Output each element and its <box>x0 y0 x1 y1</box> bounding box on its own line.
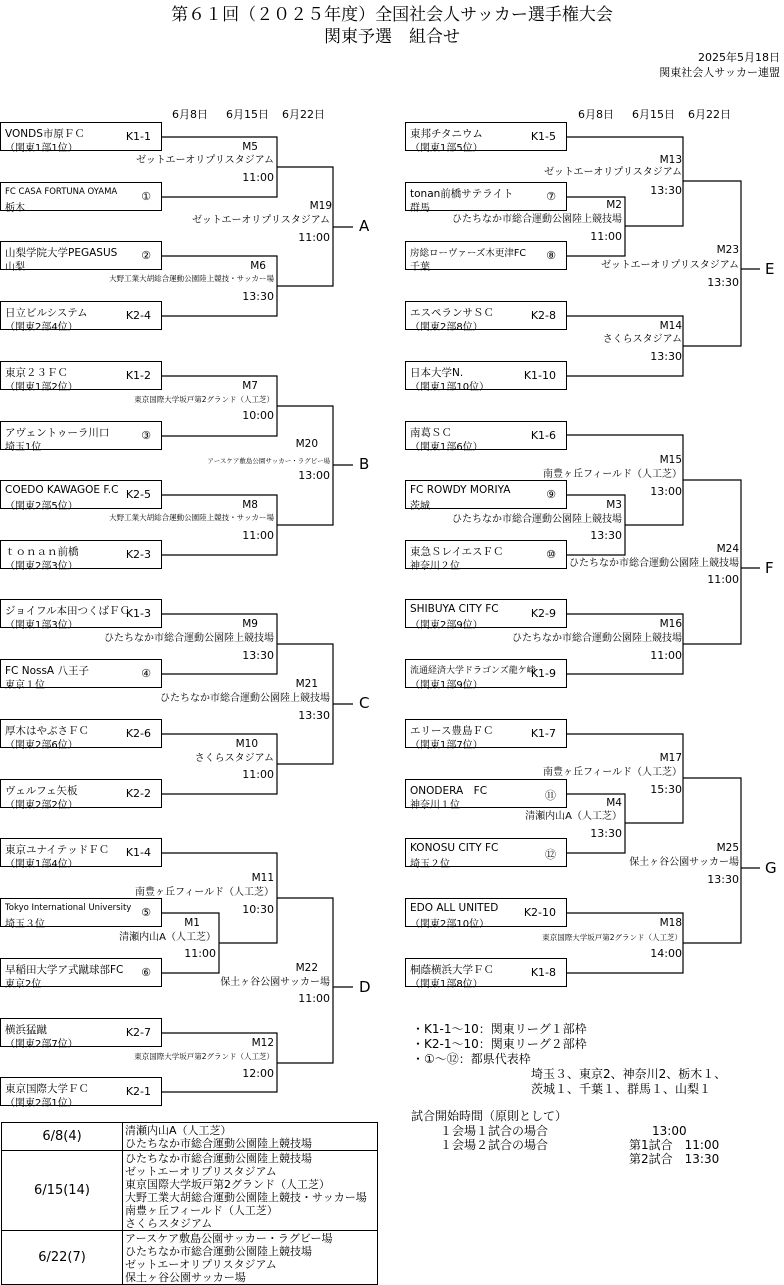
group-letter: E <box>765 260 775 278</box>
team-sub: 埼玉３位 <box>5 919 45 930</box>
team-box <box>0 122 162 154</box>
team-code: ⑤ <box>141 906 151 919</box>
match-id: M6 <box>250 260 266 272</box>
team-sub: （関東2部3位） <box>5 561 78 572</box>
venue-line: ひたちなか市総合運動公園陸上競技場 <box>125 1136 312 1150</box>
match-id: M12 <box>251 1037 274 1049</box>
team-box <box>0 898 162 930</box>
match-venue: さくらスタジアム <box>194 753 274 764</box>
match-venue: 東京国際大学坂戸第2グランド（人工芝） <box>134 395 274 404</box>
team-code: ④ <box>141 667 151 680</box>
match-id: M17 <box>659 752 682 764</box>
match-id: M5 <box>242 141 258 153</box>
team-sub: （関東1部4位） <box>5 859 78 870</box>
group-letter: C <box>359 694 370 712</box>
round-date-3-right: 6月22日 <box>688 108 731 121</box>
team-sub: 山梨 <box>5 262 25 273</box>
team-code: K2-5 <box>125 488 151 501</box>
match-time: 13:30 <box>590 827 622 840</box>
team-name: SHIBUYA CITY FC <box>410 603 499 615</box>
team-sub: 東京１位 <box>5 680 45 691</box>
venue-line: ゼットエーオリプリスタジアム <box>125 1164 277 1178</box>
match-id: M23 <box>716 244 739 256</box>
kickoff-title: 試合開始時間（原則として） <box>411 1109 568 1123</box>
match-time: 11:00 <box>707 573 739 586</box>
venue-line: 清瀬内山A（人工芝） <box>125 1123 232 1137</box>
match-time: 13:30 <box>590 529 622 542</box>
team-box <box>0 719 162 751</box>
team-box <box>405 599 567 631</box>
team-name: 東京２３ＦＣ <box>5 367 68 379</box>
team-name: 日立ビルシステム <box>5 307 88 319</box>
schedule-date: 6/15(14) <box>2 1151 123 1231</box>
match-time: 13:30 <box>650 184 682 197</box>
match-venue: ひたちなか市総合運動公園陸上競技場 <box>512 633 682 644</box>
team-code: K2-10 <box>523 906 556 919</box>
kickoff-single-label: １会場１試合の場合 <box>440 1124 549 1138</box>
team-sub: （関東2部6位） <box>5 740 78 751</box>
team-name: 日本大学N. <box>410 367 464 379</box>
team-box <box>405 301 567 333</box>
match-id: M11 <box>251 872 274 884</box>
match-id: M21 <box>295 678 318 690</box>
team-sub: （関東2部7位） <box>5 1039 78 1050</box>
team-sub: （関東1部7位） <box>410 740 483 751</box>
team-box <box>0 540 162 572</box>
match-venue: さくらスタジアム <box>602 334 682 345</box>
team-box <box>405 182 567 214</box>
match-id: M13 <box>659 154 682 166</box>
match-venue: 南豊ヶ丘フィールド（人工芝） <box>135 887 274 898</box>
team-box <box>0 421 162 453</box>
group-letter: D <box>359 978 371 996</box>
team-code: K2-1 <box>125 1085 151 1098</box>
team-code: K1-1 <box>125 130 151 143</box>
team-sub: （関東1部6位） <box>410 442 483 453</box>
match-time: 11:00 <box>242 768 274 781</box>
match-venue: ゼットエーオリプリスタジアム <box>544 167 682 178</box>
team-box <box>0 599 162 631</box>
team-code: K1-10 <box>523 369 556 382</box>
team-sub: 東京2位 <box>5 979 42 990</box>
team-code: K2-4 <box>125 309 151 322</box>
match-time: 15:30 <box>650 783 682 796</box>
team-name: 南葛ＳＣ <box>410 427 452 439</box>
round-date-3: 6月22日 <box>282 108 325 121</box>
team-sub: （関東2部2位） <box>5 800 78 811</box>
match-id: M4 <box>606 797 622 809</box>
match-id: M15 <box>659 454 682 466</box>
match-time: 10:30 <box>242 903 274 916</box>
team-code: K1-5 <box>530 130 556 143</box>
team-box <box>0 182 162 214</box>
team-code: K1-2 <box>125 369 151 382</box>
table-row <box>2 1123 378 1151</box>
match-time: 11:00 <box>650 649 682 662</box>
team-code: ⑦ <box>546 190 556 203</box>
match-venue: ひたちなか市総合運動公園陸上競技場 <box>452 514 622 525</box>
team-box <box>0 958 162 990</box>
venue-line: 南豊ヶ丘フィールド（人工芝） <box>125 1203 278 1217</box>
team-code: K2-9 <box>530 607 556 620</box>
team-name: 早稲田大学ア式蹴球部FC <box>5 964 124 976</box>
team-code: ③ <box>141 429 151 442</box>
team-box <box>405 480 567 512</box>
team-name: 流通経済大学ドラゴンズ龍ケ崎 <box>410 666 536 676</box>
group-letter: A <box>359 217 370 235</box>
note-k2: ・K2-1～10：関東リーグ２部枠 <box>412 1037 587 1051</box>
team-name: 房総ローヴァーズ木更津FC <box>410 248 527 259</box>
group-letter: G <box>765 859 777 877</box>
match-time: 11:00 <box>242 529 274 542</box>
team-code: K2-6 <box>125 727 151 740</box>
team-box <box>0 779 162 811</box>
team-name: VONDS市原ＦＣ <box>5 128 85 140</box>
round-date-2: 6月15日 <box>226 108 269 121</box>
team-name: ヴェルフェ矢板 <box>5 785 78 797</box>
note-pref: ・①～⑫：都県代表枠 <box>412 1052 531 1066</box>
team-name: エリース豊島ＦＣ <box>410 725 494 737</box>
team-name: 山梨学院大学PEGASUS <box>5 247 118 259</box>
team-name: 東急ＳレイエスＦＣ <box>410 546 504 558</box>
team-sub: （関東1部2位） <box>5 382 78 393</box>
match-id: M2 <box>606 199 622 211</box>
team-code: K1-3 <box>125 607 151 620</box>
match-id: M10 <box>235 738 258 750</box>
team-code: ⑥ <box>141 966 151 979</box>
schedule-venues <box>123 1123 378 1151</box>
team-name: ONODERA FC <box>410 785 488 797</box>
team-box <box>0 480 162 512</box>
schedule-venues <box>123 1231 378 1285</box>
match-venue: ゼットエーオリプリスタジアム <box>601 260 739 271</box>
organizer: 関東社会人サッカー連盟 <box>659 66 780 79</box>
match-time: 13:30 <box>707 873 739 886</box>
match-time: 13:00 <box>650 485 682 498</box>
team-name: 東京ユナイテッドＦＣ <box>5 844 110 856</box>
schedule-venues <box>123 1151 378 1231</box>
match-id: M19 <box>309 200 332 212</box>
team-code: ⑨ <box>546 488 556 501</box>
match-id: M8 <box>242 499 258 511</box>
match-time: 13:30 <box>298 709 330 722</box>
team-name: Tokyo International University <box>5 903 132 913</box>
team-box <box>0 301 162 333</box>
team-name: 厚木はやぶさＦＣ <box>5 725 89 737</box>
venue-schedule-table <box>1 1122 378 1285</box>
team-code: K2-8 <box>530 309 556 322</box>
match-venue: 大野工業大胡総合運動公園陸上競技・サッカー場 <box>109 274 274 283</box>
team-sub: （関東1部1位） <box>5 143 78 154</box>
team-code: K1-9 <box>530 667 556 680</box>
match-time: 11:00 <box>242 171 274 184</box>
table-row <box>2 1151 378 1231</box>
match-venue: ゼットエーオリプリスタジアム <box>136 155 274 166</box>
team-sub: （関東2部5位） <box>5 501 78 512</box>
match-id: M16 <box>659 618 682 630</box>
group-letter: B <box>359 455 370 473</box>
venue-line: 保土ヶ谷公園サッカー場 <box>125 1270 246 1284</box>
team-code: K2-3 <box>125 548 151 561</box>
team-code: ⑩ <box>546 548 556 561</box>
match-venue: アースケア敷島公園サッカー・ラグビー場 <box>207 457 330 465</box>
team-code: K1-7 <box>530 727 556 740</box>
team-box <box>405 241 567 273</box>
team-box <box>0 1018 162 1050</box>
match-venue: 大野工業大胡総合運動公園陸上競技・サッカー場 <box>109 513 274 522</box>
team-code: K1-4 <box>125 846 151 859</box>
team-sub: （関東1部8位） <box>410 979 483 990</box>
team-sub: 千葉 <box>410 262 430 273</box>
note-pref-list-1: 埼玉３、東京2、神奈川2、栃木１、 <box>531 1067 727 1081</box>
match-time: 13:30 <box>707 276 739 289</box>
round-date-1: 6月8日 <box>172 108 208 121</box>
team-name: FC NossA 八王子 <box>5 665 89 677</box>
team-box <box>405 421 567 453</box>
match-venue: ゼットエーオリプリスタジアム <box>192 215 330 226</box>
team-sub: （関東2部1位） <box>5 1098 78 1109</box>
team-box <box>405 719 567 751</box>
team-box <box>405 838 567 870</box>
page-subtitle: 関東予選 組合せ <box>324 27 460 47</box>
team-sub: （関東2部4位） <box>5 322 78 333</box>
match-time: 13:30 <box>242 649 274 662</box>
note-k1: ・K1-1～10：関東リーグ１部枠 <box>412 1022 587 1036</box>
match-time: 11:00 <box>590 230 622 243</box>
team-name: 横浜猛蹴 <box>5 1024 47 1036</box>
team-code: ② <box>141 249 151 262</box>
team-code: K1-6 <box>530 429 556 442</box>
team-sub: 神奈川１位 <box>410 800 460 811</box>
team-sub: 埼玉２位 <box>410 859 450 870</box>
team-name: tonan前橋サテライト <box>410 188 514 200</box>
match-time: 13:30 <box>242 290 274 303</box>
team-code: ⑫ <box>545 848 556 861</box>
match-id: M7 <box>242 380 258 392</box>
team-name: EDO ALL UNITED <box>410 902 499 914</box>
team-code: ① <box>141 190 151 203</box>
match-venue: ひたちなか市総合運動公園陸上競技場 <box>104 633 274 644</box>
match-time: 11:00 <box>298 992 330 1005</box>
match-venue: 清瀬内山A（人工芝） <box>119 932 216 943</box>
venue-line: ゼットエーオリプリスタジアム <box>125 1257 277 1271</box>
team-sub: 埼玉1位 <box>5 442 42 453</box>
team-name: エスペランサＳＣ <box>410 307 494 319</box>
group-letter: F <box>765 559 774 577</box>
team-box <box>0 1077 162 1109</box>
team-name: 東邦チタニウム <box>410 128 483 140</box>
table-row <box>2 1231 378 1285</box>
match-time: 14:00 <box>650 947 682 960</box>
match-time: 12:00 <box>242 1067 274 1080</box>
team-box <box>405 122 567 154</box>
team-name: ジョイフル本田つくばＦＣ <box>5 605 131 617</box>
venue-line: さくらスタジアム <box>125 1216 213 1230</box>
match-venue: ひたちなか市総合運動公園陸上競技場 <box>569 558 739 569</box>
team-code: K2-7 <box>125 1026 151 1039</box>
match-venue: 南豊ヶ丘フィールド（人工芝） <box>543 469 682 480</box>
team-sub: （関東2部8位） <box>410 322 483 333</box>
team-box <box>405 540 567 572</box>
match-venue: 保土ヶ谷公園サッカー場 <box>220 977 330 988</box>
match-venue: ひたちなか市総合運動公園陸上競技場 <box>160 693 330 704</box>
team-box <box>0 659 162 691</box>
venue-line: ひたちなか市総合運動公園陸上競技場 <box>125 1151 312 1165</box>
team-box <box>405 361 567 393</box>
kickoff-single-time: 13:00 <box>652 1124 687 1138</box>
team-box <box>405 958 567 990</box>
team-sub: 群馬 <box>410 203 430 214</box>
match-id: M25 <box>716 842 739 854</box>
match-id: M14 <box>659 320 682 332</box>
match-id: M3 <box>606 499 622 511</box>
team-sub: （関東2部9位） <box>410 620 483 631</box>
team-sub: 茨城 <box>410 501 430 512</box>
team-box <box>405 659 567 691</box>
match-id: M1 <box>184 917 200 929</box>
team-code: K1-8 <box>530 966 556 979</box>
note-pref-list-2: 茨城１、千葉１、群馬１、山梨１ <box>531 1082 712 1096</box>
team-name: 桐蔭横浜大学ＦＣ <box>410 964 494 976</box>
team-box <box>0 361 162 393</box>
kickoff-double-2: 第2試合 13:30 <box>629 1152 720 1166</box>
match-time: 11:00 <box>298 231 330 244</box>
team-code: K2-2 <box>125 787 151 800</box>
match-time: 13:00 <box>298 469 330 482</box>
team-sub: 栃木 <box>5 203 25 214</box>
team-name: アヴェントゥーラ川口 <box>5 427 110 439</box>
team-name: FC ROWDY MORIYA <box>410 484 511 496</box>
venue-line: ひたちなか市総合運動公園陸上競技場 <box>125 1244 312 1258</box>
match-id: M24 <box>716 543 739 555</box>
team-sub: （関東1部9位） <box>410 680 483 691</box>
match-id: M9 <box>242 618 258 630</box>
kickoff-double-1: 第1試合 11:00 <box>629 1138 720 1152</box>
venue-line: 大野工業大胡総合運動公園陸上競技・サッカー場 <box>125 1190 367 1204</box>
schedule-date: 6/22(7) <box>2 1231 123 1285</box>
match-venue: 東京国際大学坂戸第2グランド（人工芝） <box>134 1052 274 1061</box>
team-box <box>405 779 567 811</box>
match-venue: 保土ヶ谷公園サッカー場 <box>629 857 739 868</box>
team-sub: （関東1部10位） <box>410 382 490 393</box>
team-code: ⑧ <box>546 249 556 262</box>
match-id: M20 <box>295 438 318 450</box>
team-name: COEDO KAWAGOE F.C <box>5 484 119 496</box>
team-box <box>0 241 162 273</box>
match-venue: 東京国際大学坂戸第2グランド（人工芝） <box>542 933 682 942</box>
match-venue: ひたちなか市総合運動公園陸上競技場 <box>452 214 622 225</box>
team-box <box>405 898 567 930</box>
page-title: 第６１回（２０２５年度）全国社会人サッカー選手権大会 <box>171 5 613 25</box>
round-date-1-right: 6月8日 <box>578 108 614 121</box>
team-sub: （関東2部10位） <box>410 919 490 930</box>
venue-line: アースケア敷島公園サッカー・ラグビー場 <box>125 1231 333 1245</box>
team-box <box>0 838 162 870</box>
team-sub: 神奈川２位 <box>410 561 460 572</box>
team-sub: （関東1部5位） <box>410 143 483 154</box>
match-venue: 清瀬内山A（人工芝） <box>525 811 622 822</box>
match-time: 11:00 <box>184 947 216 960</box>
match-time: 13:30 <box>650 350 682 363</box>
kickoff-double-label: １会場２試合の場合 <box>440 1138 549 1152</box>
team-name: ｔｏｎａｎ前橋 <box>5 546 79 558</box>
team-name: KONOSU CITY FC <box>410 842 499 854</box>
issue-date: 2025年5月18日 <box>698 51 780 64</box>
round-date-2-right: 6月15日 <box>632 108 675 121</box>
match-time: 10:00 <box>242 409 274 422</box>
team-sub: （関東1部3位） <box>5 620 78 631</box>
venue-line: 東京国際大学坂戸第2グランド（人工芝） <box>125 1177 330 1191</box>
schedule-date: 6/8(4) <box>2 1123 123 1151</box>
match-venue: 南豊ヶ丘フィールド（人工芝） <box>543 767 682 778</box>
team-name: 東京国際大学ＦＣ <box>5 1083 89 1095</box>
match-id: M18 <box>659 917 682 929</box>
team-name: FC CASA FORTUNA OYAMA <box>5 187 118 197</box>
match-id: M22 <box>295 962 318 974</box>
team-code: ⑪ <box>545 789 556 802</box>
